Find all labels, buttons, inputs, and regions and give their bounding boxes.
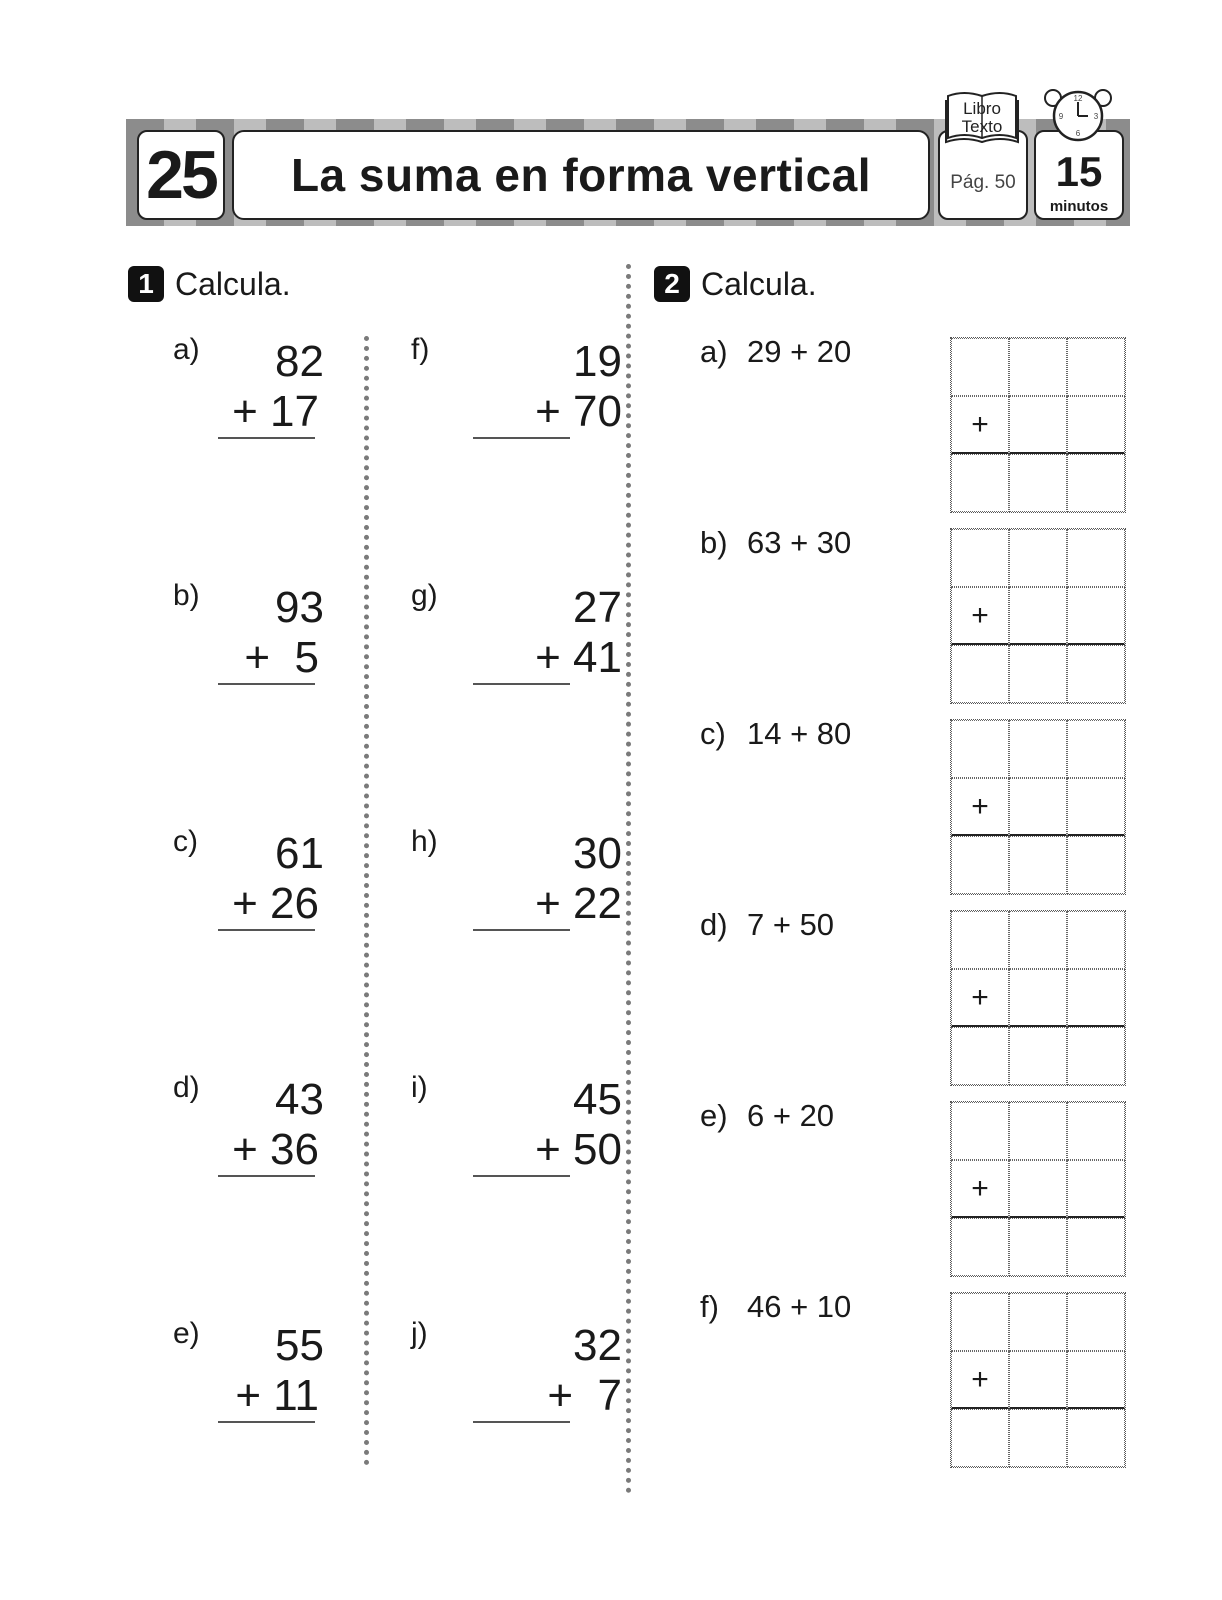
item-letter: c)	[700, 716, 726, 751]
item-letter: b)	[700, 525, 728, 560]
page-title: La suma en forma vertical	[290, 149, 872, 201]
grid-cell[interactable]	[1009, 1351, 1067, 1409]
addition-prompt	[700, 525, 851, 561]
grid-cell[interactable]	[951, 454, 1009, 512]
sum-line	[218, 929, 315, 931]
grid-cell[interactable]	[951, 911, 1009, 969]
grid-cell[interactable]	[1009, 338, 1067, 396]
grid-cell[interactable]	[1009, 1218, 1067, 1276]
grid-cell[interactable]	[1067, 454, 1125, 512]
problem-bottom-addend: + 11	[235, 1371, 319, 1420]
problem-bottom-addend: + 22	[535, 879, 622, 928]
grid-cell[interactable]	[1067, 969, 1125, 1027]
title-box	[232, 130, 930, 220]
problem-letter: d)	[173, 1071, 200, 1104]
grid-cell[interactable]	[951, 1409, 1009, 1467]
grid-cell[interactable]	[1009, 454, 1067, 512]
grid-cell[interactable]	[1009, 1102, 1067, 1160]
plus-sign: +	[971, 1363, 989, 1396]
grid-cell[interactable]	[951, 836, 1009, 894]
problem-top-number: 19	[573, 337, 622, 386]
item-expression: 29 + 20	[747, 334, 852, 369]
vertical-sum-problem	[173, 332, 373, 472]
grid-cell[interactable]	[1009, 529, 1067, 587]
exercise2-badge: 2	[654, 266, 690, 302]
problem-top-number: 30	[573, 829, 622, 878]
item-expression: 46 + 10	[747, 1289, 852, 1324]
problem-top-number: 27	[573, 583, 622, 632]
problem-top-number: 61	[275, 829, 324, 878]
grid-cell-plus[interactable]	[951, 778, 1009, 836]
problem-letter: f)	[411, 333, 430, 366]
plus-sign: +	[971, 599, 989, 632]
sum-line	[473, 683, 570, 685]
grid-cell[interactable]	[1067, 645, 1125, 703]
vertical-sum-problem	[411, 824, 622, 964]
sum-line	[218, 437, 315, 439]
grid-cell-plus[interactable]	[951, 1351, 1009, 1409]
grid-cell-plus[interactable]	[951, 969, 1009, 1027]
sum-line	[473, 1175, 570, 1177]
problem-top-number: 93	[275, 583, 324, 632]
answer-grid[interactable]	[950, 528, 1126, 704]
grid-cell[interactable]	[1067, 1102, 1125, 1160]
item-letter: f)	[700, 1289, 719, 1324]
problem-top-number: 45	[573, 1075, 622, 1124]
clock-number-12: 12	[1073, 94, 1083, 103]
vertical-sum-problem	[411, 1070, 622, 1210]
vertical-sum-problem	[411, 578, 622, 718]
grid-cell[interactable]	[951, 1293, 1009, 1351]
exercise2-instruction: Calcula.	[701, 266, 817, 302]
grid-cell-plus[interactable]	[951, 1160, 1009, 1218]
sum-line	[473, 1421, 570, 1423]
worksheet-number: 25	[146, 137, 216, 213]
vertical-sum-problem	[411, 332, 622, 472]
grid-cell[interactable]	[1067, 778, 1125, 836]
addition-prompt	[700, 334, 851, 370]
answer-grid[interactable]	[950, 1101, 1126, 1277]
answer-grid[interactable]	[950, 337, 1126, 513]
clock-number-9: 9	[1058, 112, 1064, 121]
vertical-sum-problem	[173, 578, 373, 718]
problem-bottom-addend: + 50	[535, 1125, 622, 1174]
addition-prompt	[700, 716, 851, 752]
item-expression: 14 + 80	[747, 716, 852, 751]
grid-cell[interactable]	[1067, 1351, 1125, 1409]
minutes-value: 15	[1055, 148, 1103, 195]
grid-cell[interactable]	[1067, 1409, 1125, 1467]
grid-cell[interactable]	[951, 1218, 1009, 1276]
grid-cell-plus[interactable]	[951, 587, 1009, 645]
item-expression: 7 + 50	[747, 907, 835, 942]
grid-cell[interactable]	[951, 645, 1009, 703]
problem-bottom-addend: + 17	[232, 387, 319, 436]
grid-cell[interactable]	[1009, 911, 1067, 969]
answer-grid[interactable]	[950, 910, 1126, 1086]
grid-cell[interactable]	[1067, 1218, 1125, 1276]
problem-bottom-addend: + 36	[232, 1125, 319, 1174]
grid-cell[interactable]	[1009, 720, 1067, 778]
grid-cell[interactable]	[1009, 836, 1067, 894]
grid-cell[interactable]	[1009, 587, 1067, 645]
problem-bottom-addend: + 7	[547, 1371, 622, 1420]
problem-letter: b)	[173, 579, 200, 612]
clock-number-3: 3	[1093, 112, 1099, 121]
item-letter: e)	[700, 1098, 728, 1133]
problem-top-number: 43	[275, 1075, 324, 1124]
item-expression: 63 + 30	[747, 525, 852, 560]
sum-line	[218, 1175, 315, 1177]
book-label-line1: Libro	[963, 99, 1001, 118]
plus-sign: +	[971, 981, 989, 1014]
sum-line	[473, 437, 570, 439]
grid-cell[interactable]	[1009, 1160, 1067, 1218]
open-book-icon	[944, 88, 1020, 146]
problem-letter: i)	[411, 1071, 428, 1104]
grid-cell[interactable]	[1009, 645, 1067, 703]
grid-cell[interactable]	[1009, 1293, 1067, 1351]
exercise1-instruction: Calcula.	[175, 266, 291, 302]
alarm-clock-icon	[1040, 88, 1116, 150]
sum-line	[218, 683, 315, 685]
answer-grid[interactable]	[950, 1292, 1126, 1468]
problem-top-number: 32	[573, 1321, 622, 1370]
grid-cell[interactable]	[951, 338, 1009, 396]
grid-cell[interactable]	[1009, 778, 1067, 836]
grid-cell[interactable]	[1067, 911, 1125, 969]
grid-cell[interactable]	[1009, 1409, 1067, 1467]
exercise1-badge: 1	[128, 266, 164, 302]
grid-cell[interactable]	[951, 1027, 1009, 1085]
minutes-label: minutos	[1049, 198, 1109, 215]
problem-letter: a)	[173, 333, 200, 366]
grid-cell[interactable]	[1067, 1160, 1125, 1218]
sum-line	[218, 1421, 315, 1423]
section-divider	[626, 264, 631, 1494]
problem-top-number: 82	[275, 337, 324, 386]
problem-letter: h)	[411, 825, 438, 858]
grid-cell[interactable]	[1009, 969, 1067, 1027]
grid-cell[interactable]	[1067, 338, 1125, 396]
page-reference: Pág. 50	[950, 172, 1016, 193]
grid-cell[interactable]	[1067, 396, 1125, 454]
grid-cell[interactable]	[1009, 396, 1067, 454]
vertical-sum-problem	[173, 1070, 373, 1210]
grid-cell[interactable]	[1009, 1027, 1067, 1085]
grid-cell[interactable]	[1067, 836, 1125, 894]
worksheet-number-box	[137, 130, 225, 220]
answer-grid[interactable]	[950, 719, 1126, 895]
vertical-sum-problem	[173, 1316, 373, 1456]
problem-letter: g)	[411, 579, 438, 612]
problem-letter: j)	[411, 1317, 428, 1350]
plus-sign: +	[971, 408, 989, 441]
problem-letter: c)	[173, 825, 198, 858]
problem-bottom-addend: + 5	[244, 633, 319, 682]
book-label-line2: Texto	[961, 117, 1003, 136]
addition-prompt	[700, 1098, 834, 1134]
problem-top-number: 55	[275, 1321, 324, 1370]
item-letter: d)	[700, 907, 728, 942]
grid-cell[interactable]	[951, 529, 1009, 587]
plus-sign: +	[971, 790, 989, 823]
grid-cell[interactable]	[1067, 529, 1125, 587]
grid-cell[interactable]	[1067, 1027, 1125, 1085]
clock-number-6: 6	[1075, 129, 1081, 138]
item-letter: a)	[700, 334, 728, 369]
problem-letter: e)	[173, 1317, 200, 1350]
plus-sign: +	[971, 1172, 989, 1205]
problem-bottom-addend: + 41	[535, 633, 622, 682]
grid-cell[interactable]	[951, 1102, 1009, 1160]
vertical-sum-problem	[411, 1316, 622, 1456]
grid-cell-plus[interactable]	[951, 396, 1009, 454]
item-expression: 6 + 20	[747, 1098, 835, 1133]
grid-cell[interactable]	[1067, 1293, 1125, 1351]
grid-cell[interactable]	[1067, 587, 1125, 645]
addition-prompt	[700, 1289, 851, 1325]
grid-cell[interactable]	[1067, 720, 1125, 778]
addition-prompt	[700, 907, 834, 943]
problem-bottom-addend: + 70	[535, 387, 622, 436]
sum-line	[473, 929, 570, 931]
vertical-sum-problem	[173, 824, 373, 964]
problem-bottom-addend: + 26	[232, 879, 319, 928]
grid-cell[interactable]	[951, 720, 1009, 778]
